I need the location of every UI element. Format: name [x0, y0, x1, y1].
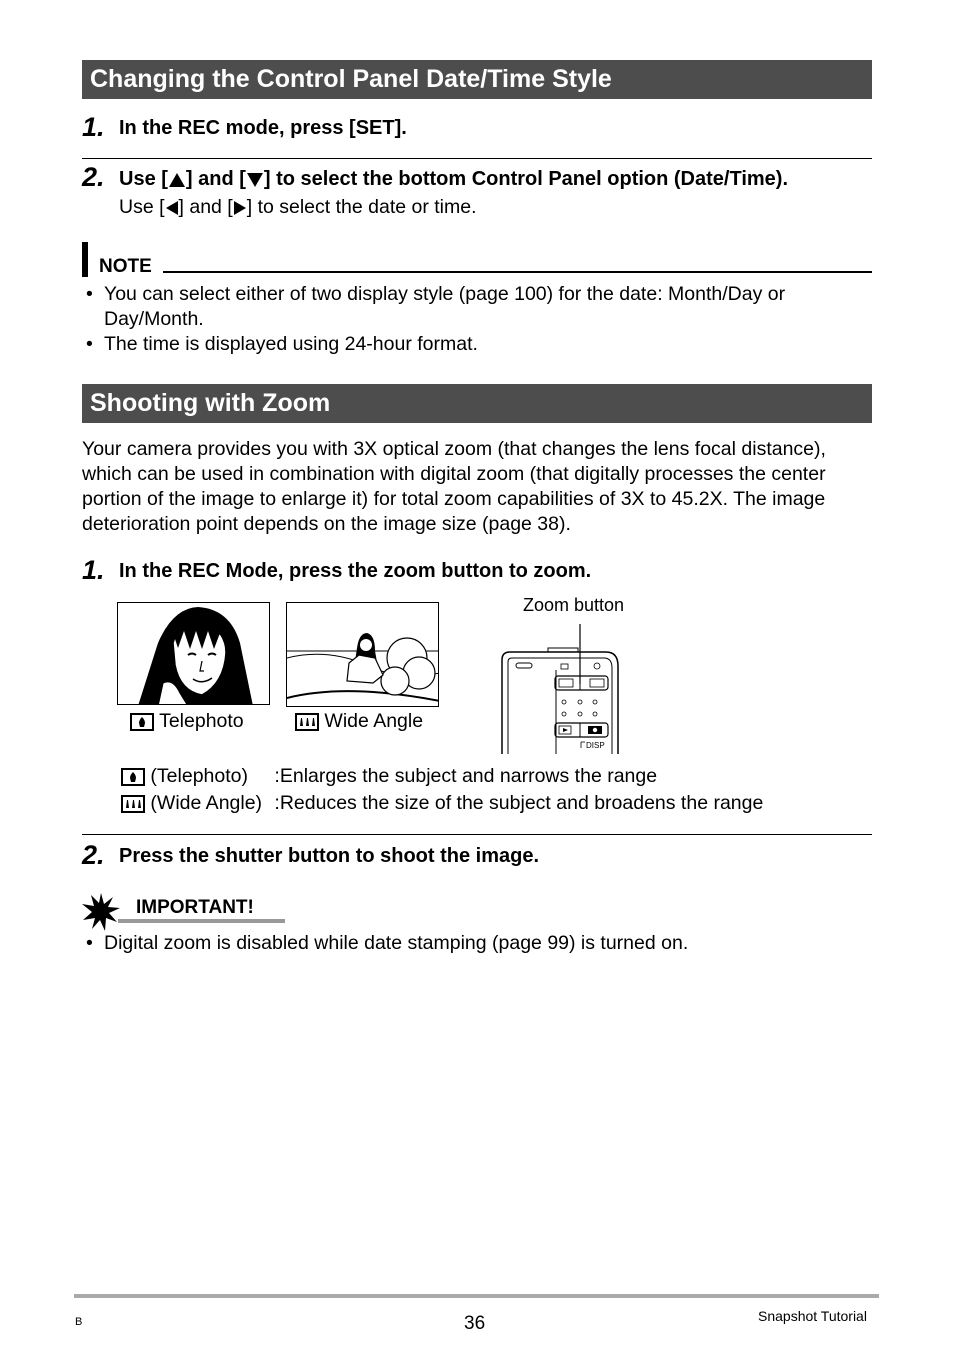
divider — [82, 834, 872, 835]
right-arrow-icon — [234, 201, 246, 215]
divider — [82, 158, 872, 159]
footer-section-name: Snapshot Tutorial — [758, 1308, 867, 1324]
zoom-intro-paragraph: Your camera provides you with 3X optical zoom (that changes the lens focal distance), which can be used in combination with digital zoom (that digitally processes the center portion of the image to enlarge it) for total zoom capabilities of 3X to 45.2X. The image deterioration point depends on the image size (page 38). — [82, 438, 826, 535]
step-text: Press the shutter button to shoot the image. — [119, 845, 540, 867]
note-bullet: You can select either of two display style (page 100) for the date: Month/Day or Day/Month. — [104, 283, 786, 330]
step-text: In the REC mode, press [SET]. — [119, 117, 407, 139]
wide-angle-icon — [121, 795, 145, 813]
wide-angle-illustration — [286, 602, 439, 707]
footer-left-code: B — [75, 1316, 83, 1328]
definition-term: (Wide Angle) — [150, 792, 263, 814]
step-text — [119, 167, 788, 191]
down-arrow-icon — [247, 173, 263, 187]
definition-desc: Enlarges the subject and narrows the range — [279, 765, 658, 787]
wide-angle-caption-text: Wide Angle — [324, 710, 424, 732]
definition-row-telephoto — [121, 764, 657, 789]
step-text: In the REC Mode, press the zoom button to zoom. — [119, 560, 592, 582]
section-title-date-time-style: Changing the Control Panel Date/Time Style — [82, 60, 872, 99]
disp-label: DISP — [586, 741, 605, 750]
definition-term: (Telephoto) — [150, 765, 248, 787]
important-label: IMPORTANT! — [136, 897, 254, 918]
step-subtext — [119, 195, 477, 220]
zoom-button-label: Zoom button — [523, 595, 625, 615]
definition-colon: : — [274, 765, 280, 787]
bullet-dot: • — [86, 333, 93, 355]
step-text-part: ] and [ — [185, 168, 246, 190]
telephoto-icon — [121, 768, 145, 786]
step-text-part: Use [ — [119, 168, 168, 190]
step-text-part: ] to select the bottom Control Panel option (Date/Time). — [263, 168, 788, 190]
note-bullet: The time is displayed using 24-hour format. — [104, 333, 478, 355]
note-marker — [82, 242, 88, 277]
section-title-zoom: Shooting with Zoom — [82, 384, 872, 423]
subtext-part: ] to select the date or time. — [246, 196, 477, 218]
definition-desc: Reduces the size of the subject and broadens the range — [279, 792, 764, 814]
page-number: 36 — [464, 1313, 486, 1334]
important-rule — [118, 919, 285, 923]
subtext-part: ] and [ — [178, 196, 233, 218]
subtext-part: Use [ — [119, 196, 165, 218]
step-number: 2. — [82, 162, 105, 192]
important-bullet: Digital zoom is disabled while date stamping (page 99) is turned on. — [104, 932, 689, 954]
telephoto-illustration — [117, 602, 270, 705]
wide-angle-caption — [295, 709, 423, 734]
wide-angle-scene-icon — [287, 603, 439, 707]
camera-back-illustration — [498, 620, 623, 754]
wide-angle-icon — [295, 713, 319, 731]
note-rule — [163, 271, 872, 273]
telephoto-icon — [130, 713, 154, 731]
up-arrow-icon — [169, 173, 185, 187]
burst-icon — [82, 893, 120, 931]
step-number: 2. — [82, 840, 105, 870]
footer-rule — [74, 1294, 879, 1298]
bullet-dot: • — [86, 932, 93, 954]
telephoto-caption — [130, 709, 244, 734]
bullet-dot: • — [86, 283, 93, 305]
step-number: 1. — [82, 555, 105, 585]
step-number: 1. — [82, 112, 105, 142]
telephoto-caption-text: Telephoto — [159, 710, 244, 732]
left-arrow-icon — [166, 201, 178, 215]
note-label: NOTE — [99, 256, 152, 277]
camera-back-icon — [498, 620, 623, 754]
definition-row-wide — [121, 791, 763, 816]
definition-colon: : — [274, 792, 280, 814]
telephoto-portrait-icon — [118, 603, 270, 705]
